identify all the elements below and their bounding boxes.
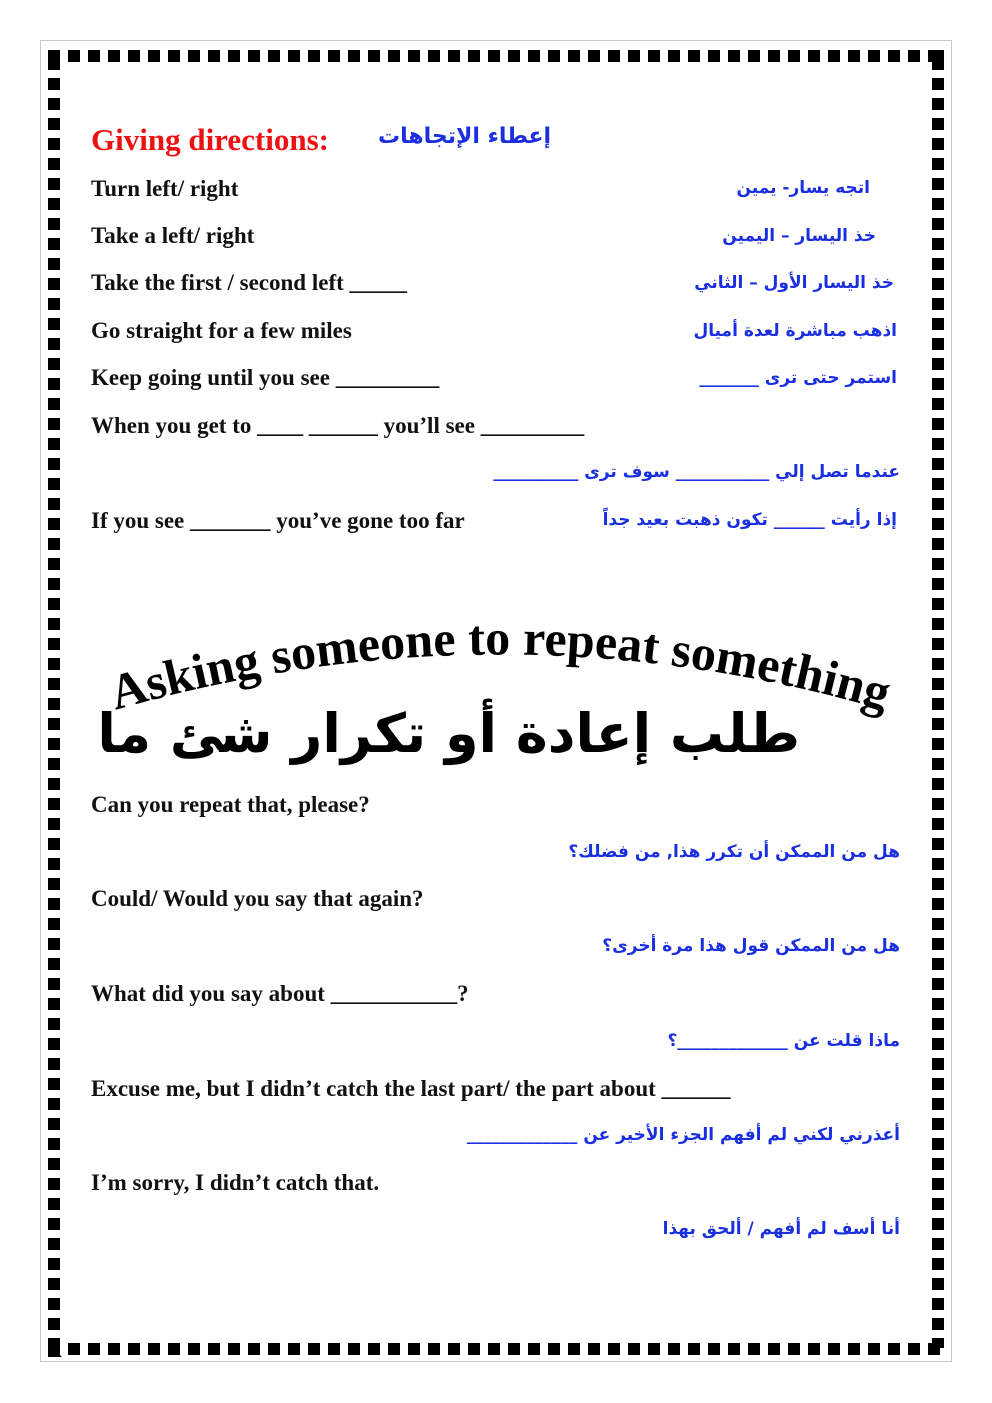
phrase-ar: أنا أسف لم أفهم / ألحق بهذا <box>662 1219 900 1239</box>
phrase-ar: هل من الممكن قول هذا مرة أخرى؟ <box>602 936 900 956</box>
direction-ar: استمر حتى ترى _______ <box>699 368 897 388</box>
section-title-directions-ar: إعطاء الإتجاهات <box>378 124 552 149</box>
direction-en: Take a left/ right <box>91 223 255 248</box>
border-right <box>932 58 944 1348</box>
section-title-directions: Giving directions: <box>91 122 329 157</box>
phrase-ar: ماذا قلت عن _____________؟ <box>667 1031 900 1051</box>
border-left <box>48 58 60 1348</box>
phrase-en: I’m sorry, I didn’t catch that. <box>91 1170 380 1195</box>
direction-ar: خذ اليسار – اليمين <box>722 226 876 246</box>
phrase-ar: أعذرني لكني لم أفهم الجزء الأخير عن _____________ <box>466 1125 900 1145</box>
border-corner-bottom-left <box>48 1343 62 1357</box>
direction-ar: اتجه يسار- يمين <box>736 178 870 198</box>
direction-ar: عندما تصل إلي ___________ سوف ترى __________ <box>493 462 900 482</box>
phrase-en: Excuse me, but I didn’t catch the last part/ the part about ______ <box>91 1076 731 1101</box>
border-bottom <box>48 1343 944 1355</box>
wordart-heading-ar: طلب إعادة أو تكرار شئ ما <box>97 702 800 765</box>
direction-en: When you get to ____ ______ you’ll see _________ <box>91 413 585 438</box>
direction-en: Go straight for a few miles <box>91 318 352 343</box>
phrase-en: Could/ Would you say that again? <box>91 886 424 911</box>
direction-ar: اذهب مباشرة لعدة أميال <box>693 321 897 341</box>
wordart-heading-en: Asking someone to repeat something <box>103 612 897 721</box>
direction-en: If you see _______ you’ve gone too far <box>91 508 465 533</box>
direction-en: Keep going until you see _________ <box>91 365 440 390</box>
direction-en: Turn left/ right <box>91 176 239 201</box>
direction-ar: إذا رأيت ______ تكون ذهبت بعيد جداً <box>602 510 897 530</box>
phrase-ar: هل من الممكن أن تكرر هذا, من فضلك؟ <box>568 842 900 862</box>
border-top <box>48 50 944 62</box>
direction-ar: خذ اليسار الأول – الثاني <box>694 273 894 293</box>
direction-en: Take the first / second left _____ <box>91 270 408 295</box>
border-corner-top-right <box>930 50 944 64</box>
phrase-en: Can you repeat that, please? <box>91 792 370 817</box>
phrase-en: What did you say about ___________? <box>91 981 469 1006</box>
